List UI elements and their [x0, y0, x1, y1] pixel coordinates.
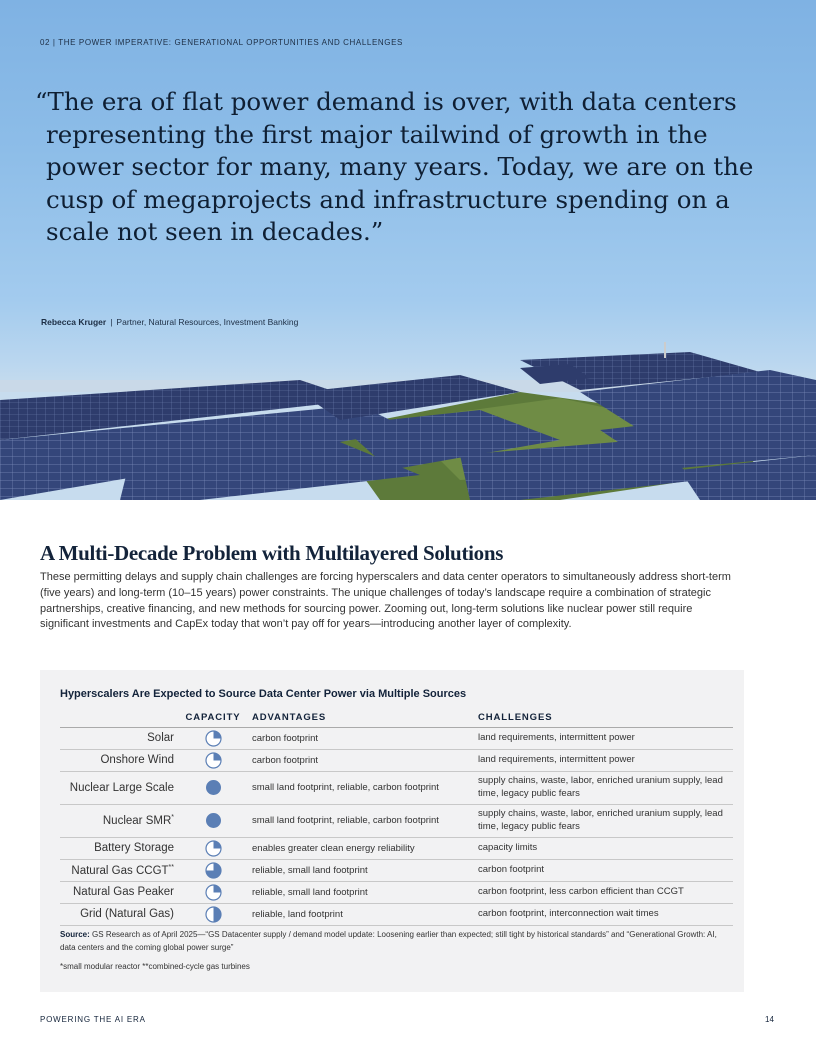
capacity-fill [213, 907, 221, 922]
footnote: *small modular reactor **combined-cycle gas turbines [60, 962, 250, 971]
capacity-cell [180, 859, 246, 881]
running-head: 02 | THE POWER IMPERATIVE: GENERATIONAL OPPORTUNITIES AND CHALLENGES [40, 38, 403, 47]
source-label: Source: [60, 930, 90, 939]
header-capacity: CAPACITY [180, 710, 246, 727]
capacity-cell [180, 903, 246, 925]
source-cell [60, 837, 180, 859]
power-sources-panel [40, 670, 744, 992]
capacity-pie-icon [205, 862, 222, 879]
table-row [60, 903, 733, 925]
capacity-fill [213, 731, 221, 739]
header-challenges: CHALLENGES [476, 710, 733, 727]
advantages-cell: reliable, small land footprint [246, 859, 476, 881]
pull-quote: “The era of flat power demand is over, with data centers representing the first major tailwind of growth in the power sector for many, many years. Today, we are on the cusp of megaprojects and infrastructure spending on a scale not seen in decades.” [35, 87, 754, 246]
source-note [60, 928, 720, 954]
capacity-pie-icon [205, 812, 222, 829]
table-row [60, 749, 733, 771]
source-name: Natural Gas Peaker [73, 886, 174, 898]
source-text: GS Research as of April 2025—“GS Datacenter supply / demand model update: Loosening earlier than expected; still tight by historical standards” and “Generational Growth: AI, data centers and the coming global power surge” [60, 930, 717, 952]
capacity-cell [180, 881, 246, 903]
challenges-cell: supply chains, waste, labor, enriched uranium supply, lead time, legacy public fears [476, 771, 733, 804]
advantages-cell: small land footprint, reliable, carbon footprint [246, 804, 476, 837]
advantages-cell: small land footprint, reliable, carbon footprint [246, 771, 476, 804]
capacity-pie-icon [205, 730, 222, 747]
power-sources-table [60, 710, 733, 926]
footer-publication-title: POWERING THE AI ERA [40, 1015, 146, 1024]
table-body [60, 727, 733, 925]
challenges-cell: supply chains, waste, labor, enriched uranium supply, lead time, legacy public fears [476, 804, 733, 837]
challenges-cell: carbon footprint, less carbon efficient than CCGT [476, 881, 733, 903]
hero-image [0, 0, 816, 500]
source-cell [60, 771, 180, 804]
source-cell [60, 804, 180, 837]
source-cell [60, 749, 180, 771]
capacity-cell [180, 804, 246, 837]
capacity-pie-icon [205, 884, 222, 901]
footnote-mark: * [171, 814, 174, 822]
table-row [60, 727, 733, 749]
table-row [60, 771, 733, 804]
source-cell [60, 727, 180, 749]
attribution-name: Rebecca Kruger [41, 317, 107, 327]
advantages-cell: carbon footprint [246, 749, 476, 771]
attribution-title: Partner, Natural Resources, Investment Banking [116, 317, 299, 327]
challenges-cell: land requirements, intermittent power [476, 749, 733, 771]
source-name: Nuclear Large Scale [69, 781, 174, 794]
challenges-cell: capacity limits [476, 837, 733, 859]
capacity-cell [180, 771, 246, 804]
header-advantages: ADVANTAGES [246, 710, 476, 727]
advantages-cell: reliable, small land footprint [246, 881, 476, 903]
table-header-row [60, 710, 733, 727]
capacity-pie-icon [205, 840, 222, 857]
advantages-cell: carbon footprint [246, 727, 476, 749]
table-title: Hyperscalers Are Expected to Source Data Center Power via Multiple Sources [60, 688, 467, 700]
source-cell [60, 859, 180, 881]
challenges-cell: carbon footprint [476, 859, 733, 881]
source-cell [60, 903, 180, 925]
capacity-cell [180, 749, 246, 771]
page-number: 14 [765, 1015, 774, 1024]
capacity-fill [213, 841, 221, 849]
attribution-separator: | [110, 317, 113, 327]
capacity-fill [206, 813, 221, 828]
capacity-pie-icon [205, 779, 222, 796]
table-row [60, 837, 733, 859]
table-row [60, 804, 733, 837]
source-cell [60, 881, 180, 903]
table-row [60, 859, 733, 881]
source-name: Grid (Natural Gas) [80, 908, 174, 920]
advantages-cell: reliable, land footprint [246, 903, 476, 925]
advantages-cell: enables greater clean energy reliability [246, 837, 476, 859]
solar-panel-field-illustration [0, 0, 816, 500]
footnote-mark: ** [168, 863, 174, 871]
source-name: Nuclear SMR [102, 814, 172, 827]
capacity-cell [180, 837, 246, 859]
capacity-fill [213, 885, 221, 893]
source-name: Onshore Wind [100, 754, 174, 766]
challenges-cell: carbon footprint, interconnection wait times [476, 903, 733, 925]
source-name: Natural Gas CCGT [71, 864, 169, 877]
header-source [60, 710, 180, 727]
source-name: Solar [147, 732, 174, 744]
section-body: These permitting delays and supply chain challenges are forcing hyperscalers and data center operators to simultaneously address short-term (five years) and long-term (10–15 years) power constraints. The unique challenges of today’s landscape require a combination of strategic partnerships, creative financing, and new methods for sourcing power. Zooming out, long-term solutions like nuclear power still require significant investments and CapEx today that won’t pay off for years—introducing another layer of complexity. [40, 571, 731, 631]
table-row [60, 881, 733, 903]
capacity-cell [180, 727, 246, 749]
quote-attribution [41, 317, 298, 327]
challenges-cell: land requirements, intermittent power [476, 727, 733, 749]
capacity-pie-icon [205, 752, 222, 769]
capacity-fill [206, 780, 221, 795]
source-name: Battery Storage [94, 842, 174, 854]
capacity-fill [213, 753, 221, 761]
capacity-pie-icon [205, 906, 222, 923]
section-title: A Multi-Decade Problem with Multilayered Solutions [40, 541, 504, 565]
